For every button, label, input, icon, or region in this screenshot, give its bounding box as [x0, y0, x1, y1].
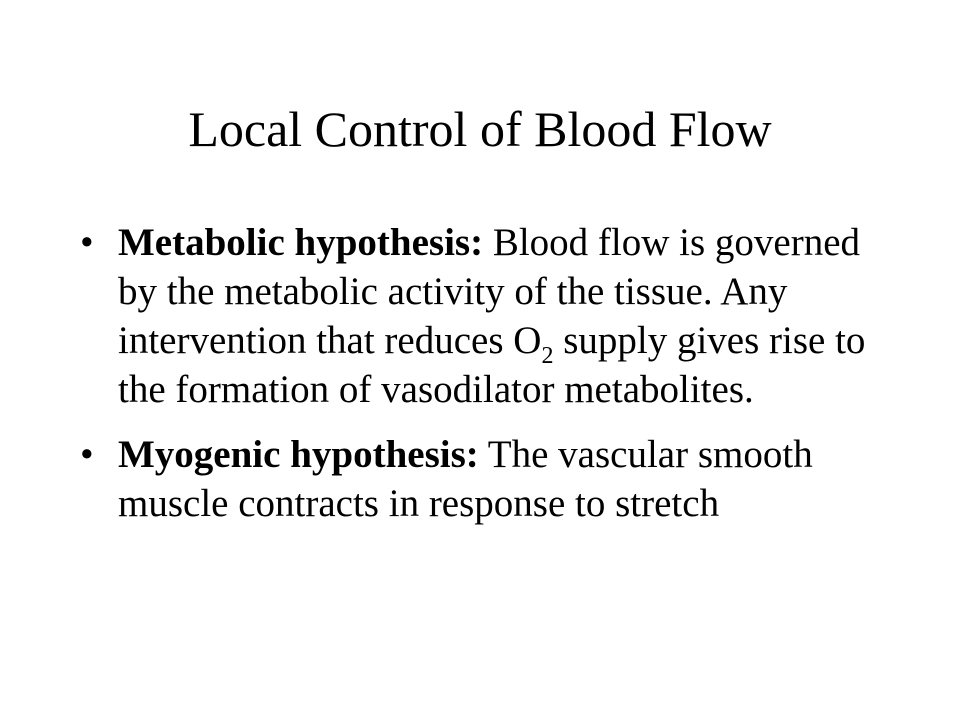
- slide-title: Local Control of Blood Flow: [188, 101, 772, 157]
- bullet-myogenic-hypothesis: [80, 430, 900, 528]
- bullet-metabolic-hypothesis: [80, 218, 900, 414]
- bullet-symbol: •: [80, 433, 94, 476]
- subscript: 2: [541, 343, 554, 369]
- bullet-text-continued: supply gives rise to the formation of vasodilator metabolites.: [118, 319, 866, 411]
- bullet-symbol: •: [80, 221, 94, 264]
- bullet-text: Blood flow is governed by the metabolic activity of the tissue. Any intervention that reduces O: [118, 221, 861, 362]
- bullet-term: Myogenic hypothesis:: [118, 433, 479, 476]
- bullet-list: [80, 218, 900, 544]
- bullet-text: The vascular smooth muscle contracts in response to stretch: [118, 433, 813, 525]
- bullet-term: Metabolic hypothesis:: [118, 221, 484, 264]
